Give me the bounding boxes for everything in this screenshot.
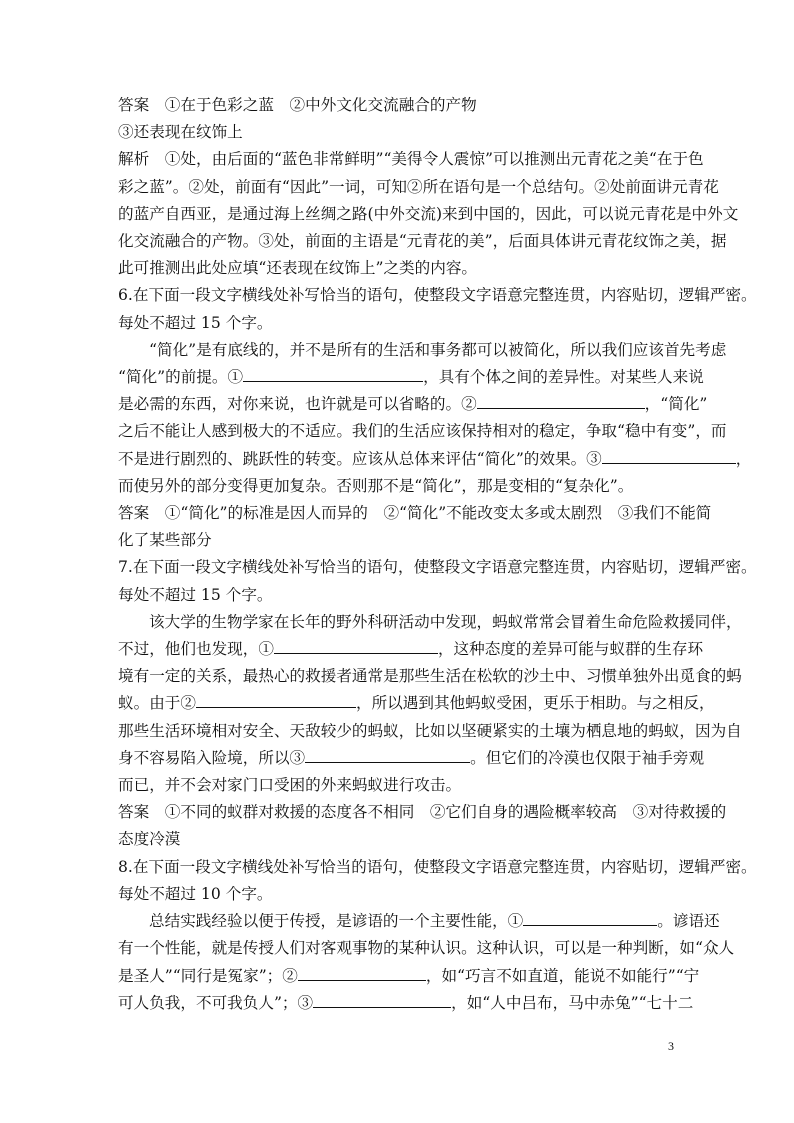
passage-6-line-5: [118, 446, 752, 473]
answer-5-line-2: ③还表现在纹饰上: [118, 123, 243, 142]
fill-blank-8-1[interactable]: [523, 910, 657, 926]
passage-7-line-2: [118, 636, 704, 663]
passage-7-line-1: 该大学的生物学家在长年的野外科研活动中发现，蚂蚁常常会冒着生命危险救援同伴，: [149, 612, 742, 631]
answer-6-line-1: 答案 ①“简化”的标准是因人而异的 ②“简化”不能改变太多或太剧烈 ③我们不能简: [118, 504, 712, 523]
explanation-5-line-4: 化交流融合的产物。③处，前面的主语是“元青花的美”，后面具体讲元青花纹饰之美，据: [118, 232, 727, 251]
question-8-title: 8.在下面一段文字横线处补写恰当的语句，使整段文字语意完整连贯，内容贴切，逻辑严密。: [118, 857, 757, 876]
passage-7-line-6: [118, 745, 705, 772]
passage-8-text: ，如“巧言不如直道，能说不如能行”“宁: [425, 966, 700, 985]
explanation-5-line-2: 彩之蓝”。②处，前面有“因此”一词，可知②所在语句是一个总结句。②处前面讲元青花: [118, 177, 719, 196]
passage-6-text: 不是进行剧烈的、跳跃性的转变。应该从总体来评估“简化”的效果。③: [118, 449, 602, 468]
answer-7-line-1: 答案 ①不同的蚁群对救援的态度各不相同 ②它们自身的遇险概率较高 ③对待救援的: [118, 803, 727, 822]
passage-7-text: ，这种态度的差异可能与蚁群的生存环: [437, 640, 704, 659]
passage-8-line-1: [118, 908, 720, 935]
page-number: 3: [668, 1039, 674, 1053]
question-6-limit: 每处不超过 15 个字。: [118, 313, 273, 332]
question-6-title: 6.在下面一段文字横线处补写恰当的语句，使整段文字语意完整连贯，内容贴切，逻辑严密。: [118, 286, 757, 305]
fill-blank-7-1[interactable]: [274, 638, 438, 654]
fill-blank-6-3[interactable]: [602, 448, 736, 464]
fill-blank-8-3[interactable]: [313, 992, 451, 1008]
passage-7-line-7: 而已，并不会对家门口受困的外来蚂蚁进行攻击。: [118, 776, 462, 795]
fill-blank-6-2[interactable]: [477, 393, 645, 409]
passage-6-text: “简化”的前提。①: [118, 368, 244, 387]
passage-6-text: 是必需的东西，对你来说，也许就是可以省略的。②: [118, 395, 477, 414]
passage-8-text: 是圣人”“同行是冤家”；②: [118, 966, 298, 985]
passage-8-line-4: [118, 990, 694, 1017]
passage-8-line-2: 有一个性能，就是传授人们对客观事物的某种认识。这种认识，可以是一种判断，如“众人: [118, 939, 735, 958]
passage-6-text: ，“简化”: [644, 395, 708, 414]
passage-8-text: 总结实践经验以便于传授，是谚语的一个主要性能，①: [149, 912, 524, 931]
passage-7-text: 蚁。由于②: [118, 694, 196, 713]
answer-6-line-2: 化了某些部分: [118, 531, 212, 550]
passage-7-text: 。但它们的冷漠也仅限于袖手旁观: [470, 748, 705, 767]
page-content: [118, 92, 757, 1017]
passage-6-text: ，具有个体之间的差异性。对某些人来说: [423, 368, 704, 387]
fill-blank-7-3[interactable]: [305, 747, 470, 763]
passage-8-text: 。谚语还: [657, 912, 720, 931]
passage-6-line-4: 之后不能让人感到极大的不适应。我们的生活应该保持相对的稳定，争取“稳中有变”，而: [118, 422, 727, 441]
answer-5-line-1: 答案 ①在于色彩之蓝 ②中外文化交流融合的产物: [118, 96, 477, 114]
passage-7-line-4: [118, 690, 715, 717]
explanation-5-line-5: 此可推测出此处应填“还表现在纹饰上”之类的内容。: [118, 259, 478, 278]
passage-7-line-3: 境有一定的关系，最热心的救援者通常是那些生活在松软的沙土中、习惯单独外出觅食的蚂: [118, 667, 742, 686]
question-7-limit: 每处不超过 15 个字。: [118, 585, 273, 604]
passage-6-line-3: [118, 391, 708, 418]
fill-blank-8-2[interactable]: [298, 965, 426, 981]
passage-7-text: 身不容易陷入险境，所以③: [118, 748, 306, 767]
passage-6-line-2: [118, 364, 704, 391]
passage-7-text: 不过，他们也发现，①: [118, 640, 274, 659]
passage-7-line-5: 那些生活环境相对安全、天敌较少的蚂蚁，比如以坚硬紧实的土壤为栖息地的蚂蚁，因为自: [118, 721, 742, 740]
passage-7-text: ，所以遇到其他蚂蚁受困，更乐于相助。与之相反，: [355, 694, 715, 713]
passage-8-line-3: [118, 963, 700, 990]
passage-8-text: ，如“人中吕布，马中赤兔”“七十二: [451, 993, 694, 1012]
explanation-5-line-1: 解析 ①处，由后面的“蓝色非常鲜明”“美得令人震惊”可以推测出元青花之美“在于色: [118, 150, 704, 169]
passage-6-text: ，: [735, 449, 752, 468]
question-7-title: 7.在下面一段文字横线处补写恰当的语句，使整段文字语意完整连贯，内容贴切，逻辑严密。: [118, 558, 757, 577]
answer-7-line-2: 态度冷漠: [118, 830, 181, 849]
passage-6-line-1: “简化”是有底线的，并不是所有的生活和事务都可以被简化，所以我们应该首先考虑: [149, 340, 727, 359]
passage-8-text: 可人负我，不可我负人”；③: [118, 993, 314, 1012]
passage-6-line-6: 而使另外的部分变得更加复杂。否则那不是“简化”，那是变相的“复杂化”。: [118, 476, 634, 495]
question-8-limit: 每处不超过 10 个字。: [118, 884, 273, 903]
fill-blank-6-1[interactable]: [243, 366, 423, 382]
explanation-5-line-3: 的蓝产自西亚，是通过海上丝绸之路(中外交流)来到中国的，因此，可以说元青花是中外文: [118, 204, 739, 223]
fill-blank-7-2[interactable]: [196, 692, 356, 708]
